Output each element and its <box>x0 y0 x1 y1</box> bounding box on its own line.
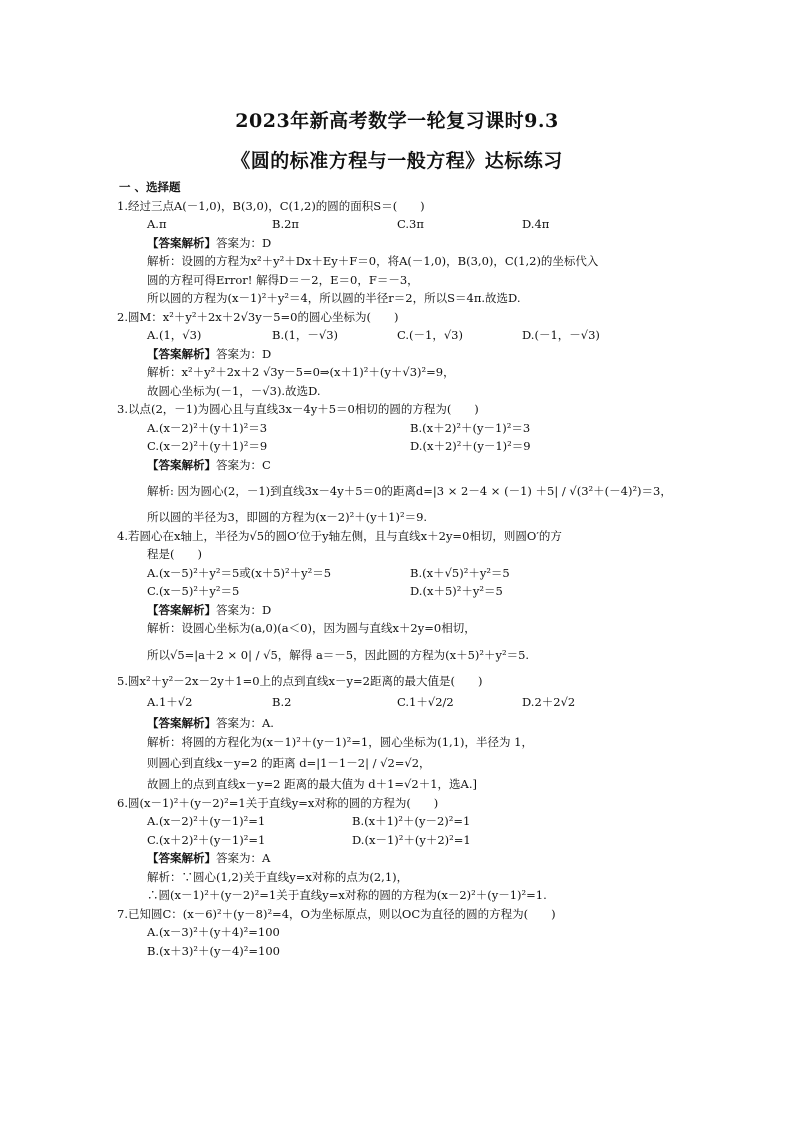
question-6-options <box>117 812 717 831</box>
option-d: D.(x＋2)²＋(y－1)²＝9 <box>410 439 531 453</box>
answer-3 <box>117 456 717 475</box>
answer-6 <box>117 849 717 868</box>
answer-text: 答案为：C <box>216 457 271 472</box>
option-b: B.2π <box>272 217 299 231</box>
option-a: A.1＋√2 <box>147 695 193 709</box>
answer-tag: 【答案解析】 <box>147 602 216 617</box>
explanation-line: ∴圆(x－1)²＋(y－2)²=1关于直线y=x对称的圆的方程为(x－2)²＋(y－1)²=1. <box>147 888 547 902</box>
option-c: C.3π <box>397 217 424 231</box>
option-d: D.2＋2√2 <box>522 695 576 709</box>
explanation-line: 所以√5=|a＋2 × 0| / √5，解得 a＝－5，因此圆的方程为(x＋5)²＋y²＝5. <box>147 647 530 662</box>
answer-text: 答案为：D <box>216 602 272 617</box>
option-a: A.(x－5)²＋y²＝5或(x＋5)²＋y²＝5 <box>147 565 332 580</box>
explanation-line: 故圆上的点到直线x－y=2 距离的最大值为 d＋1=√2＋1，选A.] <box>147 777 477 791</box>
answer-tag: 【答案解析】 <box>147 235 216 250</box>
question-3-options <box>117 419 717 438</box>
explanation-line: 解析：x²＋y²＋2x＋2 √3y－5=0⇒(x＋1)²＋(y＋√3)²=9， <box>147 365 455 379</box>
explanation-line: 解析：设圆心坐标为(a,0)(a＜0)，因为圆与直线x＋2y=0相切， <box>147 621 476 635</box>
answer-text: 答案为：A <box>216 851 271 865</box>
answer-1 <box>117 234 717 253</box>
option-b: B.(1，－√3) <box>272 328 339 342</box>
option-c: C.(x－2)²＋(y＋1)²＝9 <box>147 439 268 453</box>
option-a: A.(x－2)²＋(y－1)²=1 <box>147 814 266 828</box>
answer-tag: 【答案解析】 <box>147 346 216 361</box>
option-c: C.(x－5)²＋y²＝5 <box>147 584 240 598</box>
question-7: 7.已知圆C：(x－6)²＋(y－8)²=4，O为坐标原点，则以OC为直径的圆的方程为( ) <box>117 906 556 921</box>
exercise-content <box>117 178 717 960</box>
answer-2 <box>117 345 717 364</box>
answer-text: 答案为：D <box>216 235 272 250</box>
option-a: A.(1，√3) <box>147 328 202 342</box>
option-b: B.(x＋2)²＋(y－1)²＝3 <box>410 420 531 435</box>
explanation-line: 则圆心到直线x－y=2 的距离 d=|1－1－2| / √2=√2， <box>147 756 431 770</box>
option-c: C.(x＋2)²＋(y－1)²=1 <box>147 832 266 847</box>
question-1-options <box>117 215 717 234</box>
option-a: A.π <box>147 217 167 231</box>
question-4: 4.若圆心在x轴上，半径为√5的圆O′位于y轴左侧，且与直线x＋2y=0相切，则圆O′的方 <box>117 528 562 543</box>
answer-text: 答案为：D <box>216 346 272 361</box>
question-3: 3.以点(2，－1)为圆心且与直线3x－4y＋5＝0相切的圆的方程为( ) <box>117 402 479 416</box>
explanation-line: 解析：设圆的方程为x²＋y²＋Dx＋Ey＋F＝0，将A(－1,0)，B(3,0)，C(1,2)的坐标代入 <box>147 254 599 268</box>
question-4-options <box>117 564 717 583</box>
option-d: D.4π <box>522 217 550 231</box>
option-b: B.2 <box>272 695 292 709</box>
option-c: C.(－1，√3) <box>397 328 463 342</box>
explanation-line: 解析: 因为圆心(2，－1)到直线3x－4y＋5＝0的距离d=|3 × 2－4 × (－1) ＋5| / √(3²＋(－4)²)＝3， <box>147 484 672 498</box>
page-title: 2023年新高考数学一轮复习课时9.3 <box>235 110 559 132</box>
question-6: 6.圆(x－1)²＋(y－2)²=1关于直线y=x对称的圆的方程为( ) <box>117 795 439 810</box>
answer-tag: 【答案解析】 <box>147 457 216 472</box>
option-b: B.(x＋√5)²＋y²＝5 <box>410 565 510 580</box>
explanation-line: 解析：将圆的方程化为(x－1)²＋(y－1)²=1，圆心坐标为(1,1)，半径为 1， <box>147 734 533 749</box>
question-5: 5.圆x²＋y²－2x－2y＋1=0上的点到直线x－y=2距离的最大值是( ) <box>117 673 483 688</box>
option-b: B.(x＋1)²＋(y－2)²=1 <box>352 814 471 828</box>
explanation-line: 所以圆的方程为(x－1)²＋y²＝4，所以圆的半径r＝2，所以S＝4π.故选D. <box>147 291 521 305</box>
option-a: A.(x－3)²＋(y＋4)²=100 <box>147 925 280 939</box>
section-heading: 一 、选择题 <box>119 180 181 194</box>
option-d: D.(－1，－√3) <box>522 328 600 342</box>
question-3-options <box>117 437 717 456</box>
question-5-options <box>117 690 717 714</box>
option-a: A.(x－2)²＋(y＋1)²＝3 <box>147 420 268 435</box>
question-4-cont: 程是( ) <box>147 547 202 561</box>
question-2: 2.圆M：x²＋y²＋2x＋2√3y－5=0的圆心坐标为( ) <box>117 309 399 324</box>
question-6-options <box>117 831 717 850</box>
question-1: 1.经过三点A(－1,0)，B(3,0)，C(1,2)的圆的面积S＝( ) <box>117 198 425 213</box>
option-d: D.(x－1)²＋(y＋2)²=1 <box>352 832 471 847</box>
answer-text: 答案为：A. <box>216 716 274 730</box>
question-4-options <box>117 582 717 601</box>
explanation-line: 解析：∵圆心(1,2)关于直线y=x对称的点为(2,1)， <box>147 869 409 884</box>
option-d: D.(x＋5)²＋y²＝5 <box>410 584 503 598</box>
answer-tag: 【答案解析】 <box>147 851 216 865</box>
option-c: C.1＋√2/2 <box>397 695 454 709</box>
explanation-line: 圆的方程可得Error! 解得D＝－2，E＝0，F＝－3， <box>147 272 419 287</box>
answer-5 <box>117 714 717 733</box>
question-2-options <box>117 326 717 345</box>
explanation-line: 故圆心坐标为(－1，－√3).故选D. <box>147 383 321 398</box>
option-b: B.(x＋3)²＋(y－4)²=100 <box>147 943 280 958</box>
page-subtitle: 《圆的标准方程与一般方程》达标练习 <box>231 150 563 172</box>
answer-tag: 【答案解析】 <box>147 716 216 730</box>
answer-4 <box>117 601 717 620</box>
explanation-line: 所以圆的半径为3，即圆的方程为(x－2)²＋(y＋1)²＝9. <box>147 510 428 524</box>
